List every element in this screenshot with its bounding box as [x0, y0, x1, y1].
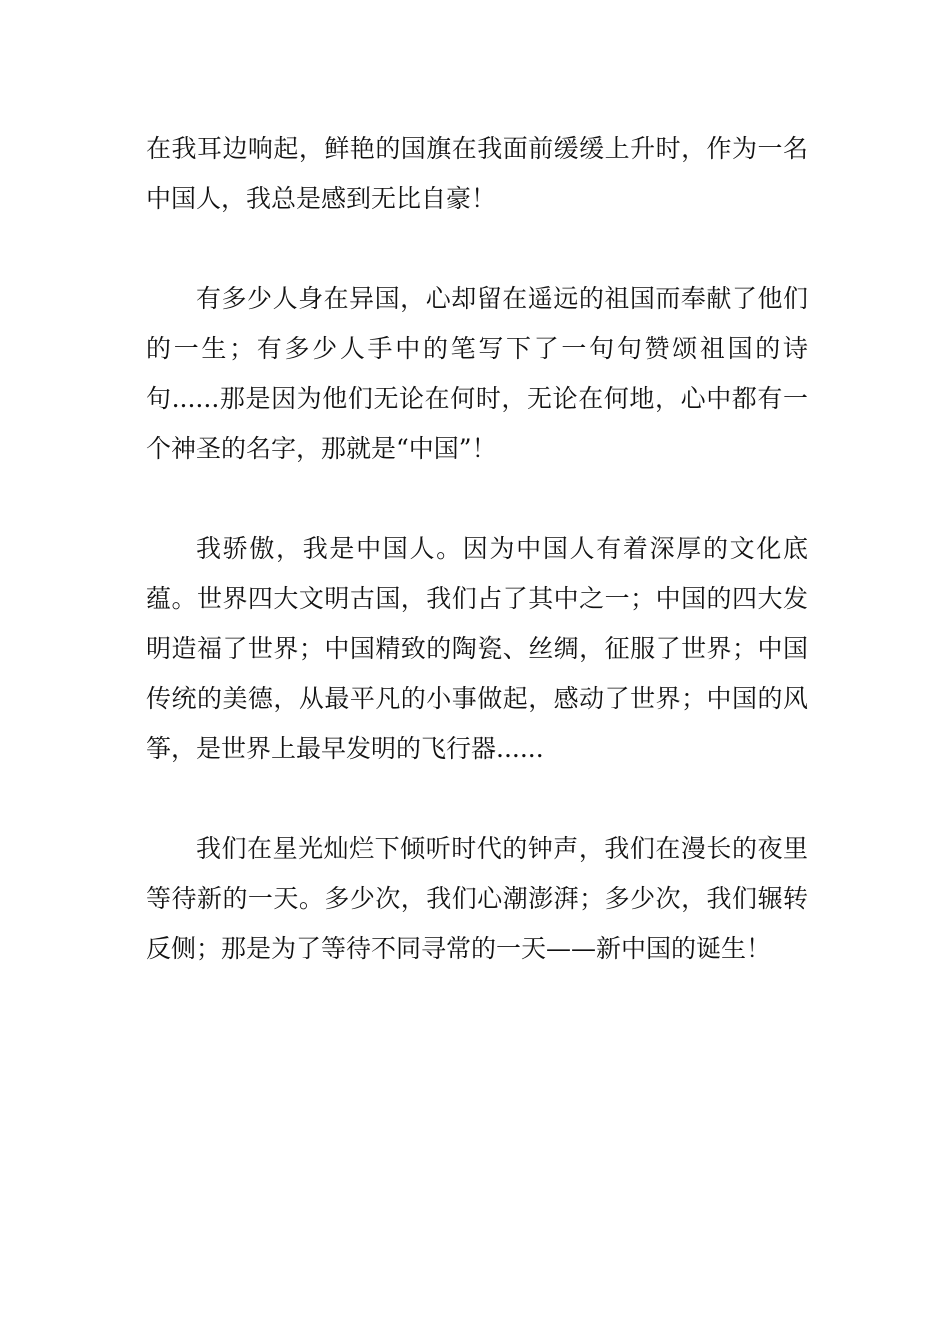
paragraph-2: 有多少人身在异国，心却留在遥远的祖国而奉献了他们的一生；有多少人手中的笔写下了一句句赞颂祖国的诗句......那是因为他们无论在何时，无论在何地，心中都有一个神圣的名字，那就是“中国”！ [146, 284, 808, 463]
paragraph-3: 我骄傲，我是中国人。因为中国人有着深厚的文化底蕴。世界四大文明古国，我们占了其中之一；中国的四大发明造福了世界；中国精致的陶瓷、丝绸，征服了世界；中国传统的美德，从最平凡的小事做起，感动了世界；中国的风筝，是世界上最早发明的飞行器...... [146, 534, 808, 763]
document-body [146, 124, 808, 1024]
paragraph-4: 我们在星光灿烂下倾听时代的钟声，我们在漫长的夜里等待新的一天。多少次，我们心潮澎湃；多少次，我们辗转反侧；那是为了等待不同寻常的一天——新中国的诞生！ [146, 834, 808, 963]
paragraph-1: 在我耳边响起，鲜艳的国旗在我面前缓缓上升时，作为一名中国人，我总是感到无比自豪！ [146, 134, 808, 213]
